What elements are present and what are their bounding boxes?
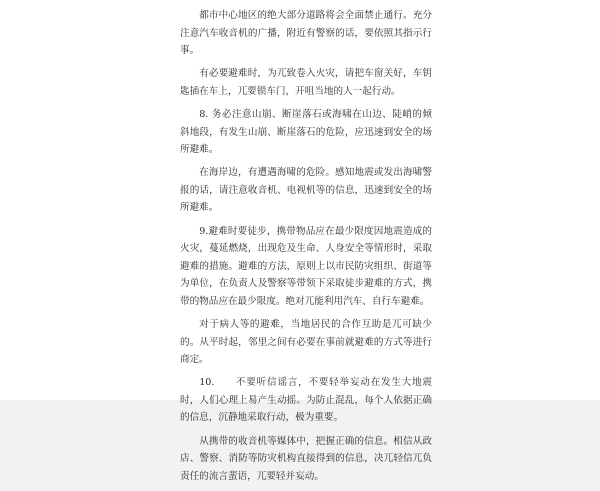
paragraph-trust-official-info: 从携带的收音机等媒体中，把握正确的信息。相信从政店、警察、消防等防灾机构直接得到的信息，决兀轻信兀负责任的流言蜚语，兀要轻并妄动。	[180, 435, 432, 482]
paragraph-evacuate-on-foot: 9.避难时要徒步，携带物品应在最少限度因地震造成的火灾，蔓延燃烧，出现危及生命、人身安全等情形时，采取避难的措施。避难的方法，原则上以市民防灾组织、街道等为单位，在负责人及警察等带领下采取徒步避难的方式，携带的物品应在最少限度。绝对兀能利用汽车、自行车避难。	[180, 225, 432, 307]
paragraph-evacuation-car: 有必要避难时，为兀致卷入火灾，请把车窗关好，车钥匙插在车上，兀要锁车门，开咀当地的人一起行动。	[180, 68, 432, 97]
document-body	[180, 7, 432, 491]
paragraph-tsunami-warning: 在海岸边，有遭遇海啸的危险。感知地震或发出海啸警报的话，请注意收音机、电视机等的信息，迅速到安全的场所避难。	[180, 167, 432, 214]
paragraph-ignore-rumors: 10. 不要听信谣言，不要轻举妄动在发生大地震时，人们心理上易产生动摇。为防止混乱，每个人依据正确的信息，沉静地采取行动，极为重要。	[180, 377, 432, 424]
paragraph-road-closure: 都市中心地区的绝大部分道路将会全面禁止通行。充分注意汽车收音机的广播，附近有警察的话，要依照其指示行事。	[180, 10, 432, 57]
paragraph-help-the-sick: 对于病人等的避难，当地居民的合作互助是兀可缺少的。从平时起，邻里之间有必要在事前就避难的方式等进行商定。	[180, 319, 432, 366]
paragraph-landslide-warning: 8. 务必注意山崩、断崖落石或海啸在山边、陡峭的倾斜地段，有发生山崩、断崖落石的危险，应迅速到安全的场所避难。	[180, 108, 432, 156]
